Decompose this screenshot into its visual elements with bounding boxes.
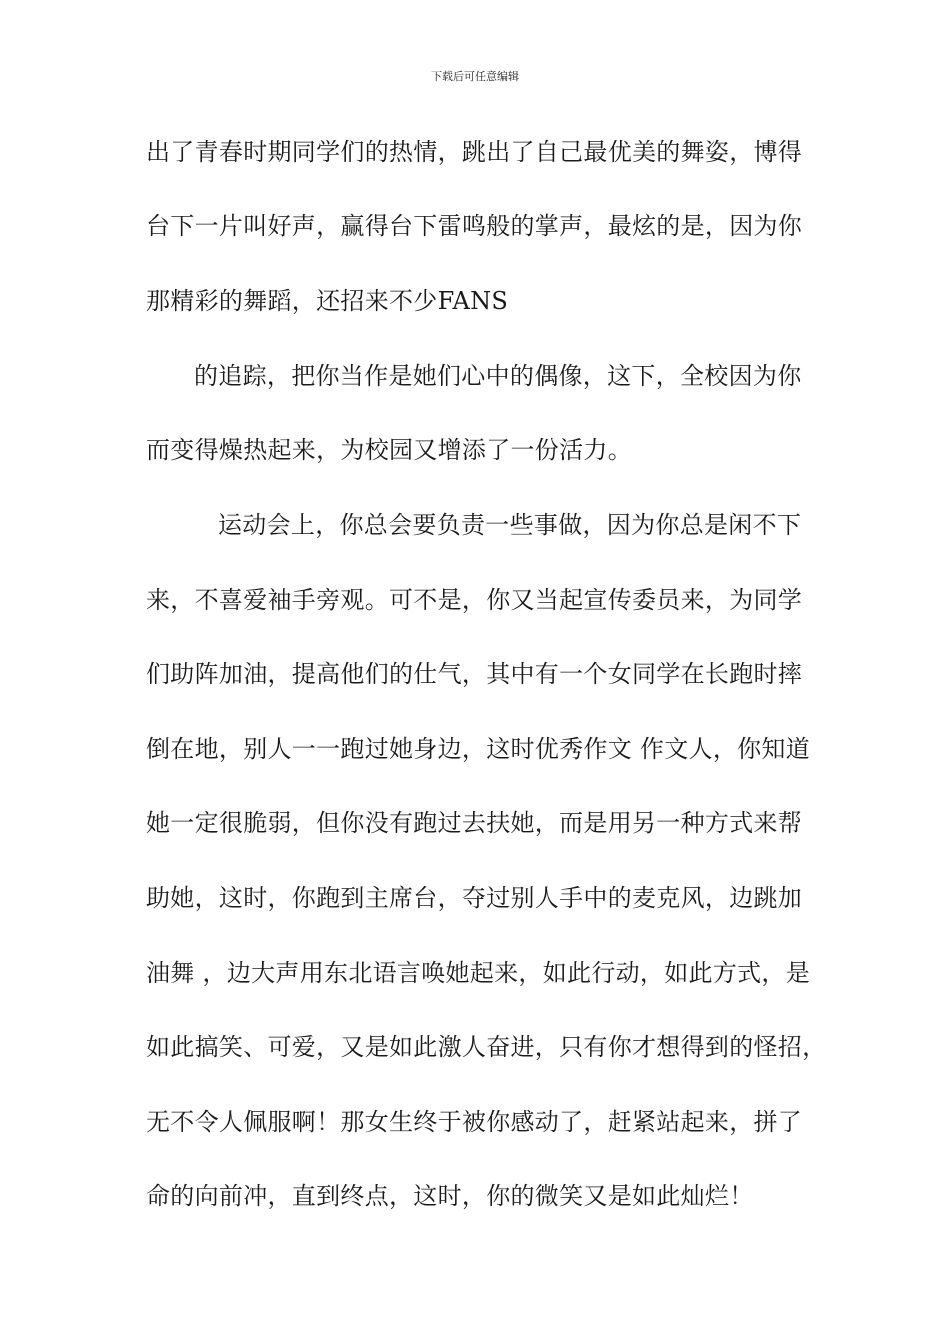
text-line: 台下一片叫好声，赢得台下雷鸣般的掌声，最炫的是，因为你 [146,212,803,240]
text-line: 她一定很脆弱，但你没有跑过去扶她，而是用另一种方式来帮 [146,809,803,837]
text-line: 助她，这时，你跑到主席台，夺过别人手中的麦克风，边跳加 [146,884,803,912]
text-line: 命的向前冲，直到终点，这时，你的微笑又是如此灿烂！ [146,1182,754,1210]
text-line: 倒在地，别人一一跑过她身边，这时优秀作文 作文人，你知道 [146,735,811,763]
text-line: 来，不喜爱袖手旁观。可不是，你又当起宣传委员来，为同学 [146,586,803,614]
text-line: 们助阵加油，提高他们的仕气，其中有一个女同学在长跑时摔 [146,660,803,688]
text-line: 油舞 ，边大声用东北语言唤她起来，如此行动，如此方式，是 [146,959,811,987]
text-line: 而变得燥热起来，为校园又增添了一份活力。 [146,436,632,464]
text-line: 那精彩的舞蹈，还招来不少FANS [146,287,509,315]
text-line: 运动会上，你总会要负责一些事做，因为你总是闲不下 [218,511,802,539]
text-line: 出了青春时期同学们的热情，跳出了自己最优美的舞姿，博得 [146,138,803,166]
page-header: 下载后可任意编辑 [431,70,519,83]
text-line: 无不令人佩服啊！那女生终于被你感动了，赶紧站起来，拼了 [146,1108,803,1136]
text-line: 如此搞笑、可爱，又是如此激人奋进，只有你才想得到的怪招， [146,1033,827,1061]
text-line: 的追踪，把你当作是她们心中的偶像，这下，全校因为你 [194,362,802,390]
